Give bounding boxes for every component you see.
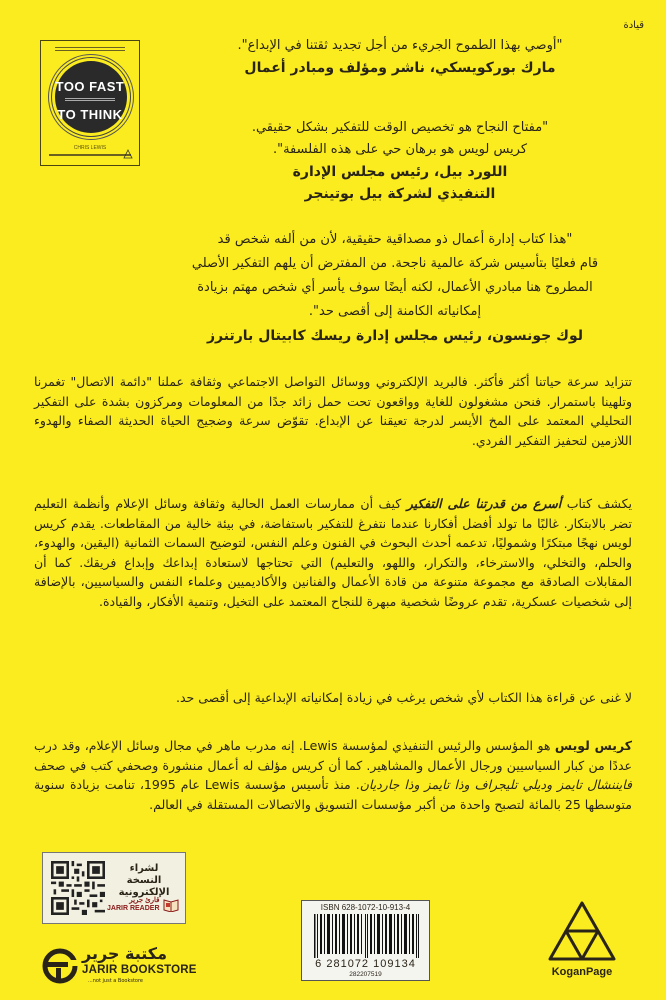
- ebook-purchase-box[interactable]: [42, 852, 186, 924]
- ean-number: 6 281072 109134: [315, 958, 416, 970]
- book-title-arabic: أسرع من قدرتنا على التفكير: [406, 496, 562, 511]
- author-bio-text: [34, 736, 632, 814]
- jarir-name-arabic: مكتبة جرير: [82, 944, 167, 963]
- ebook-label-line2: الإلكترونية: [118, 887, 170, 898]
- jarir-tagline: ...not just a Bookstore: [88, 978, 144, 984]
- cover-blurb: [47, 45, 133, 53]
- cover-publisher-logo-icon: [123, 149, 133, 159]
- description-text-after: كيف أن ممارسات العمل الحالية وثقافة وسائل الإعلام وأنظمة التعليم تضر بالابتكار. غالبًا ما تولد أفضل أفكارنا عندما نتفرغ للتفكير باستفاضة، في بيئة خالية من المقاطعات. يقدم كريس لويس نهجًا مبتكرًا وشموليًا، تدعمه أحدث البحوث في الفنون وعلم النفس، لتوضيح السمات الثمانية (اليقين، والهدوء، والحلم، والتخلي، والاسترخاء، والتكرار، واللهو، والتعليم) التي تحتاجها لاستعادة إبداعك وإبداع فريقك. كما أن المقابلات الصادقة مع مجموعة متنوعة من قادة الأعمال والفنانين والأكاديميين وعلماء النفس والسياسيين، بالإضافة إلى شخصيات عسكرية، تقدم عروضًا شخصية مبهرة للنجاح المعتمد على التخيل، وتنمية الأفكار، والقيادة.: [34, 496, 632, 609]
- book-icon: [163, 898, 179, 912]
- cover-title-line2: TO THINK: [57, 107, 123, 122]
- barcode-icon: [314, 914, 419, 958]
- cover-subtitle: [65, 97, 115, 103]
- endorsement-quote: "هذا كتاب إدارة أعمال ذو مصداقية حقيقية، لأن من ألفه شخص قد: [217, 232, 573, 247]
- publisher-name: KoganPage: [551, 966, 613, 978]
- endorsement-quote: قام فعليًا بتأسيس شركة عالمية ناجحة. من المفترض أن يلهم التفكير الأصلي: [191, 256, 599, 271]
- description-text: [34, 494, 632, 611]
- jarir-logo-icon: [42, 946, 78, 986]
- description-paragraph-1: [34, 372, 632, 450]
- endorsement-attribution: لوك جونسون، رئيس مجلس إدارة ريسك كابيتال بارتنرز: [207, 328, 583, 344]
- endorsement-quote: إمكانياته الكامنة إلى أقصى حد".: [308, 304, 482, 319]
- ebook-label-line1: لشراء النسخة: [126, 863, 162, 886]
- publisher-logo: [542, 897, 622, 981]
- kogan-page-triangles-icon: [542, 897, 622, 965]
- isbn-barcode: [301, 900, 430, 981]
- cover-title-line1: TOO FAST: [55, 79, 125, 94]
- ebook-label: [111, 863, 177, 899]
- endorsement-attribution: مارك بوركويسكي، ناشر ومؤلف ومبادر أعمال: [244, 60, 556, 76]
- jarir-reader-en: JARIR READER: [107, 905, 160, 912]
- sku-number: 282207519: [349, 971, 382, 978]
- description-text: تتزايد سرعة حياتنا أكثر فأكثر. فالبريد الإلكتروني ووسائل التواصل الاجتماعي وثقافة عملنا "دائمة الاتصال" تغمرنا وتلهينا باستمرار. فنحن مشغولون للغاية وواقعون تحت حمل زائد جدًا من المعلومات ومركزون بشدة على التفكير التحليلي المعتمد على المخ الأيسر لدرجة تعيقنا عن الإبداع. تقوّض سرعة وضجيج الحياة الحديثة الصفاء والهدوء اللازمين لتحفيز التفكير الفردي.: [34, 374, 632, 448]
- description-text: لا غنى عن قراءة هذا الكتاب لأي شخص يرغب في زيادة إمكانياته الإبداعية إلى أقصى حد.: [176, 690, 632, 705]
- newspaper-names: فايننشال تايمز وديلي تليجراف وذا تايمز وذا جارديان: [359, 777, 633, 792]
- endorsement-quote: المطروح هنا مبادري الأعمال، لكنه أيضًا سوف يأسر أي شخص مهتم بزيادة: [197, 280, 593, 295]
- jarir-name-english: JARIR BOOKSTORE: [82, 964, 197, 976]
- qr-code-icon[interactable]: [51, 861, 105, 915]
- category-label: قيادة: [623, 20, 644, 31]
- author-bio-text1: هو المؤسس والرئيس التنفيذي لمؤسسة Lewis. إنه مدرب ماهر في مجال وسائل الإعلام، وقد درب عددًا من كبار السياسيين ورجال الأعمال والمشاهير. كما أن كريس مؤلف له أعمال منشورة وصحفي كتب في صحف: [34, 738, 632, 773]
- endorsement-quote: كريس لويس هو برهان حي على هذه الفلسفة".: [272, 142, 528, 157]
- cover-author: CHRIS LEWIS: [73, 145, 107, 151]
- jarir-reader-ar: قارئ جرير: [129, 897, 160, 904]
- author-name: كريس لويس: [554, 738, 632, 753]
- jarir-reader-logo: [107, 897, 179, 913]
- isbn-number: ISBN 628-1072-10-913-4: [320, 903, 411, 912]
- endorsement-attribution: التنفيذي لشركة بيل بوتينجر: [304, 186, 496, 202]
- book-cover-thumbnail: [40, 40, 140, 166]
- description-paragraph-3: [34, 688, 632, 708]
- cover-foreword: [49, 154, 131, 156]
- author-bio-text2: . منذ تأسيس مؤسسة Lewis عام 1995، تنامت بزيادة سنوية متوسطها 25 بالمائة لتصبح واحدة من أكبر مؤسسات التسويق والاتصالات المستقلة في العالم.: [34, 777, 632, 812]
- endorsement-quote: "أوصي بهذا الطموح الجريء من أجل تجديد ثقتنا في الإبداع".: [237, 38, 563, 53]
- description-paragraph-2: [34, 494, 632, 611]
- endorsement-quote: "مفتاح النجاح هو تخصيص الوقت للتفكير بشكل حقيقي.: [251, 120, 549, 135]
- description-text-before: يكشف كتاب: [561, 496, 632, 511]
- author-bio: [34, 736, 632, 814]
- jarir-bookstore-logo: [42, 944, 197, 988]
- endorsement-attribution: اللورد بيل، رئيس مجلس الإدارة: [292, 164, 508, 180]
